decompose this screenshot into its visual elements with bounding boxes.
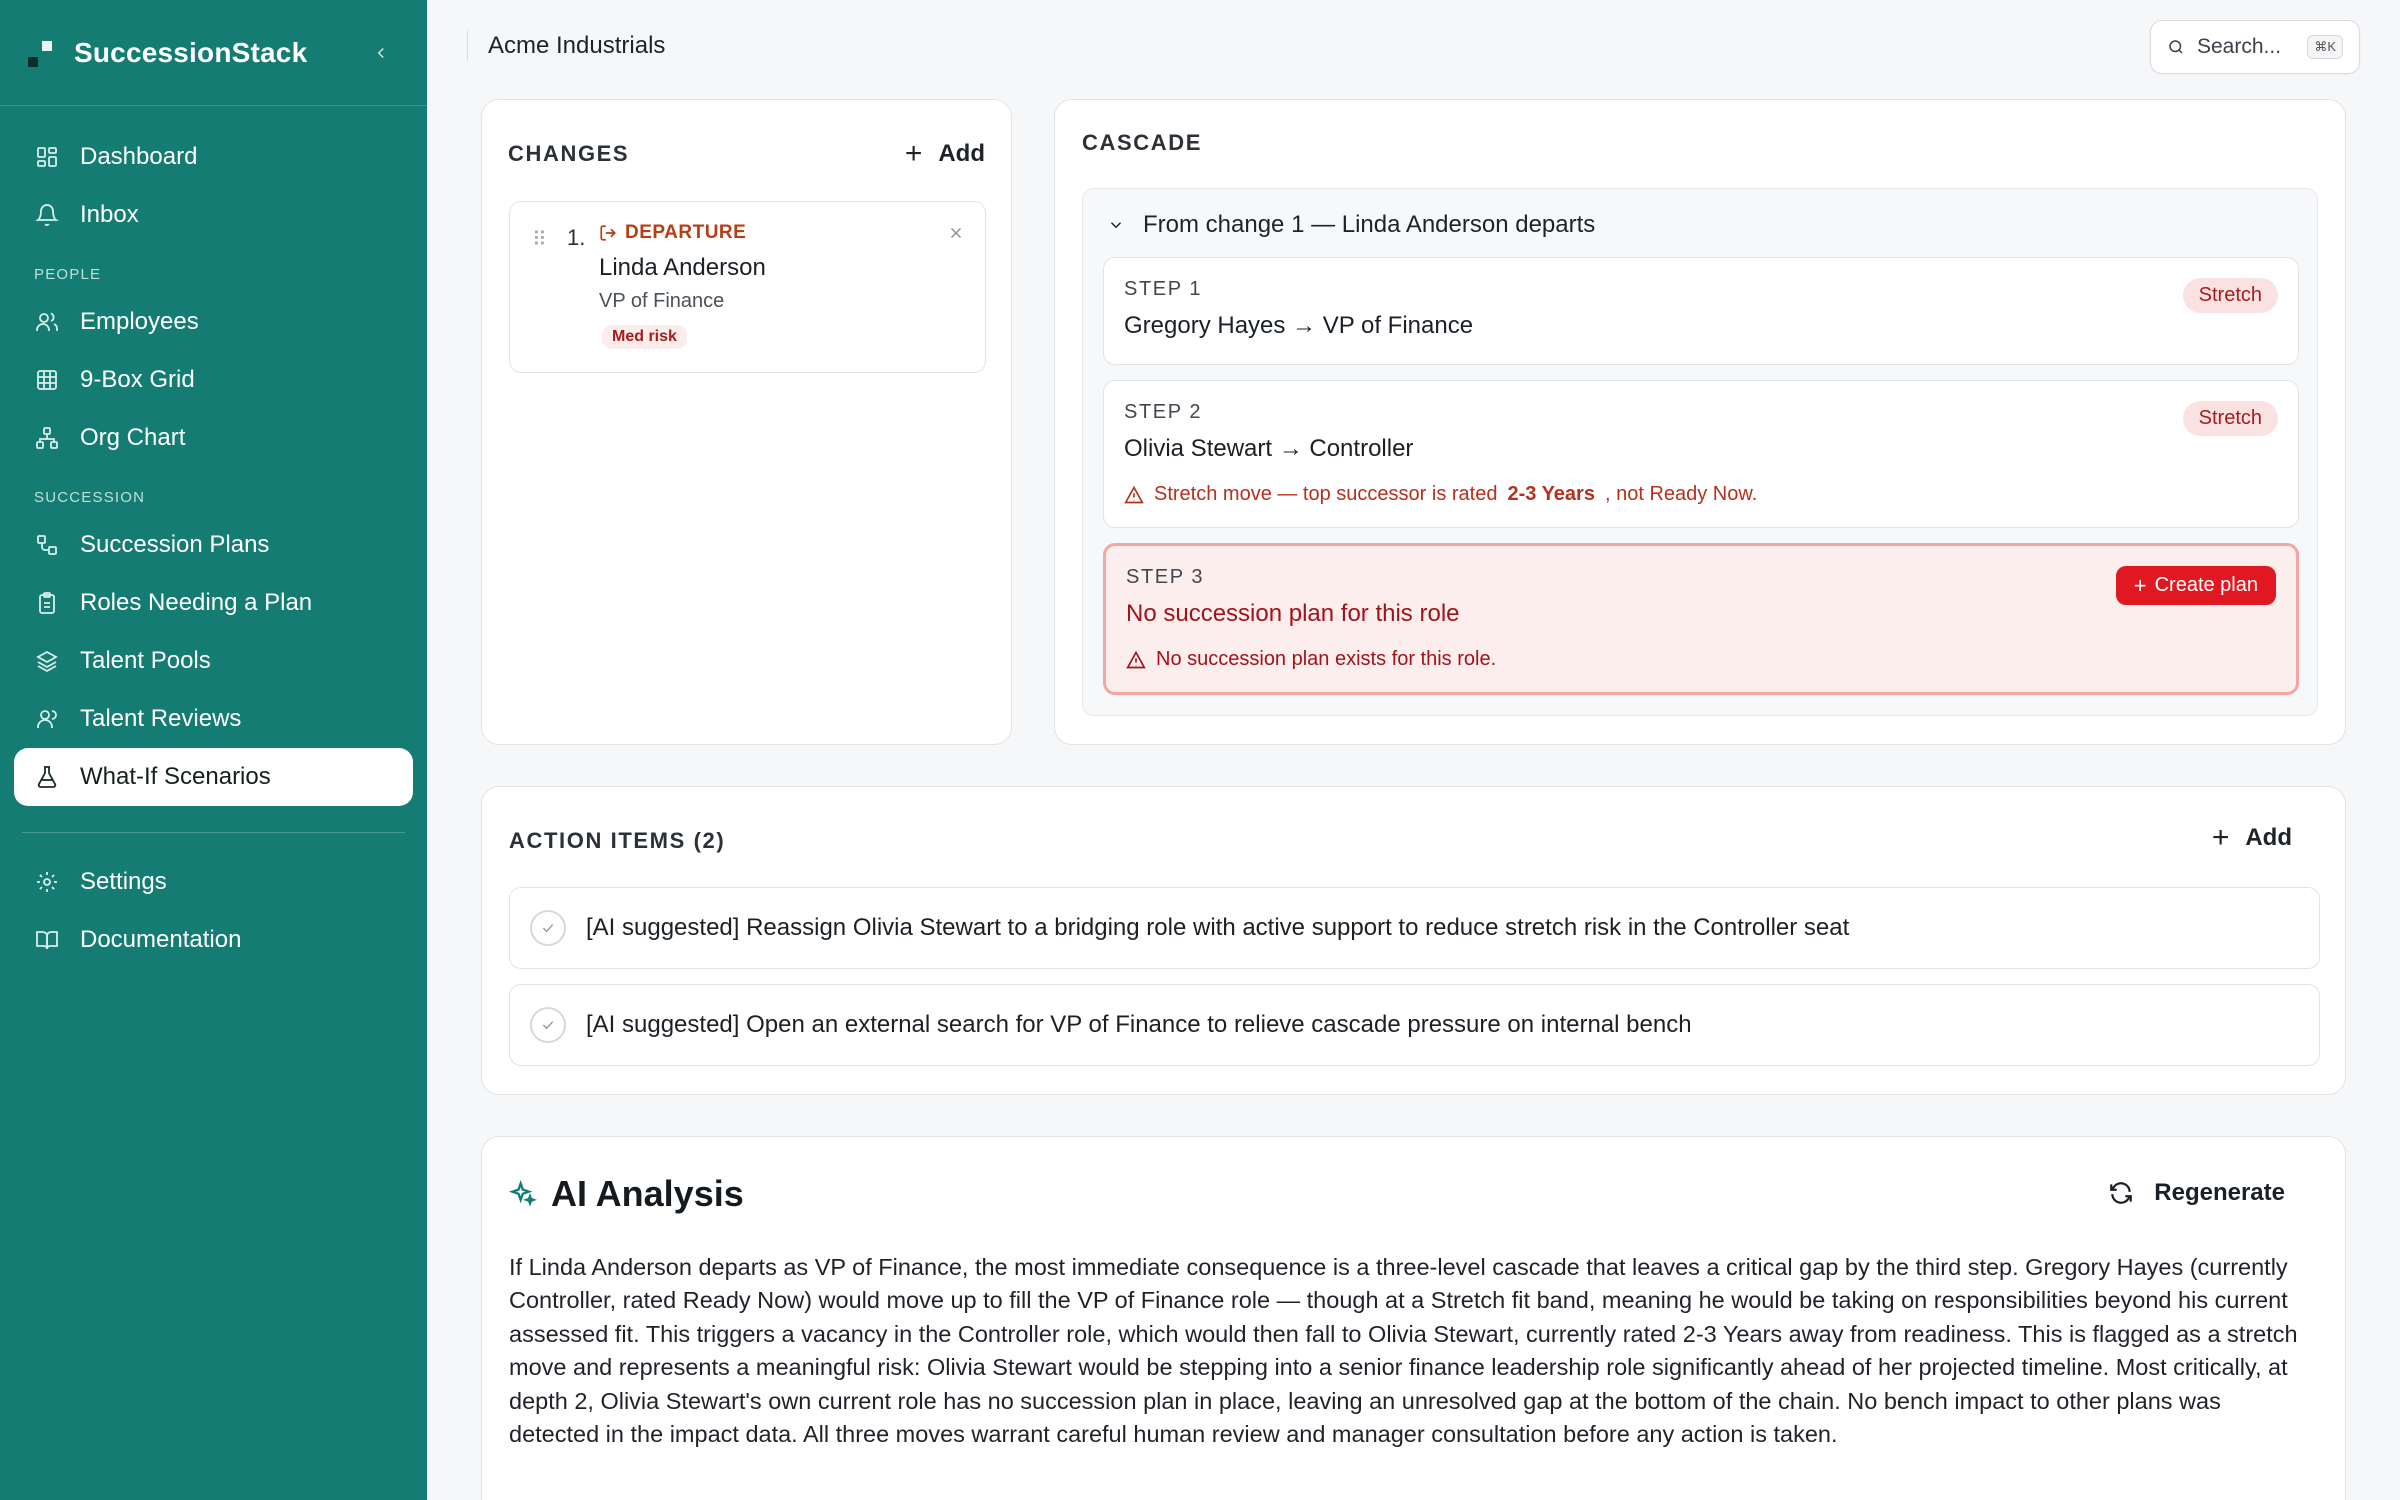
sidebar-item-talent-pools[interactable] — [14, 632, 413, 690]
check-icon — [540, 920, 556, 936]
ai-analysis-text: If Linda Anderson departs as VP of Finance, the most immediate consequence is a three-level cascade that leaves a critical gap by the third step. Gregory Hayes (currently Controller, rated Ready Now) would move up to fill the VP of Finance role — though at a Stretch fit band, meaning he would be taking on responsibilities beyond his current assessed fit. This triggers a vacancy in the Controller role, which would then fall to Olivia Stewart, currently rated 2-3 Years away from readiness. This is flagged as a stretch move and represents a meaningful risk: Olivia Stewart would be stepping into a senior finance leadership role significantly ahead of her projected timeline. Most critically, at depth 2, Olivia Stewart's own current role has no succession plan in place, leaving an unresolved gap at the bottom of the chain. No bench impact to other plans was detected in the impact data. All three moves warrant careful human review and manager consultation before any action is taken. — [509, 1254, 2298, 1448]
sidebar-item-label: Org Chart — [80, 424, 186, 451]
chevron-left-icon — [372, 44, 390, 62]
gear-icon — [34, 869, 60, 895]
changes-panel — [481, 99, 1012, 745]
changes-header — [482, 100, 1011, 208]
brand-name: SuccessionStack — [74, 36, 308, 68]
sidebar-item-what-if-scenarios[interactable] — [14, 748, 413, 806]
sidebar-nav — [0, 106, 427, 991]
top-bar — [427, 0, 2400, 92]
warning-icon — [1126, 650, 1146, 670]
brand-header — [0, 0, 427, 106]
warning-icon — [1124, 485, 1144, 505]
action-item — [509, 984, 2320, 1066]
topbar-divider — [467, 31, 468, 61]
search-shortcut-badge: ⌘K — [2307, 35, 2343, 59]
sidebar-item-9-box-grid[interactable] — [14, 351, 413, 409]
remove-change-button[interactable] — [947, 222, 965, 248]
collapse-sidebar-button[interactable] — [363, 35, 399, 71]
workflow-icon — [34, 532, 60, 558]
section-people-heading: PEOPLE — [34, 266, 102, 283]
sidebar-item-label: Documentation — [80, 926, 242, 953]
complete-checkbox[interactable] — [530, 910, 566, 946]
search-input[interactable] — [2150, 20, 2360, 74]
cascade-step-2 — [1103, 380, 2299, 528]
stretch-badge: Stretch — [2183, 401, 2278, 436]
plus-icon: + — [2211, 821, 2230, 854]
action-item-text: [AI suggested] Reassign Olivia Stewart to a bridging role with active support to reduce stretch risk in the Controller seat — [586, 914, 1850, 941]
sidebar-item-talent-reviews[interactable] — [14, 690, 413, 748]
add-change-label: Add — [938, 140, 985, 167]
action-items-panel — [481, 786, 2346, 1095]
sidebar-item-label: Inbox — [80, 201, 139, 228]
action-item — [509, 887, 2320, 969]
complete-checkbox[interactable] — [530, 1007, 566, 1043]
brand-logo — [28, 39, 56, 67]
sidebar-item-dashboard[interactable] — [14, 128, 413, 186]
change-person-role: VP of Finance — [599, 290, 725, 312]
dashboard-icon — [34, 144, 60, 170]
refresh-icon — [2108, 1180, 2134, 1206]
plus-icon: + — [2133, 572, 2147, 598]
action-item-text: [AI suggested] Open an external search for VP of Finance to relieve cascade pressure on internal bench — [586, 1011, 1692, 1038]
ai-analysis-title: AI Analysis — [551, 1173, 744, 1214]
plus-icon: + — [904, 137, 923, 170]
cascade-group-title: From change 1 — Linda Anderson departs — [1143, 211, 1596, 238]
sidebar-divider — [22, 832, 405, 833]
user-review-icon — [34, 706, 60, 732]
flask-icon — [34, 764, 60, 790]
warning-text: Stretch move — top successor is rated — [1154, 483, 1498, 505]
step-title: Olivia Stewart → Controller — [1124, 435, 1414, 462]
org-chart-icon — [34, 425, 60, 451]
sidebar-item-label: Dashboard — [80, 143, 198, 170]
drag-handle-icon[interactable]: ⠿ — [532, 229, 545, 251]
sidebar-item-label: 9-Box Grid — [80, 366, 195, 393]
check-icon — [540, 1017, 556, 1033]
regenerate-label: Regenerate — [2154, 1179, 2285, 1206]
sidebar-item-label: Succession Plans — [80, 531, 270, 558]
action-items-title: ACTION ITEMS (2) — [509, 828, 726, 853]
change-item[interactable] — [509, 201, 986, 373]
step-label: STEP 2 — [1124, 401, 1203, 423]
sidebar-item-label: Settings — [80, 868, 167, 895]
stretch-badge: Stretch — [2183, 278, 2278, 313]
sidebar-item-succession-plans[interactable] — [14, 516, 413, 574]
add-action-item-button[interactable] — [2212, 823, 2292, 853]
search-icon — [2167, 38, 2185, 56]
cascade-group-toggle[interactable] — [1107, 211, 1595, 239]
grid-icon — [34, 367, 60, 393]
add-change-button[interactable] — [905, 139, 985, 169]
sidebar-item-label: Roles Needing a Plan — [80, 589, 313, 616]
ai-analysis-panel — [481, 1136, 2346, 1500]
step-title: Gregory Hayes → VP of Finance — [1124, 312, 1474, 339]
search-placeholder: Search... — [2197, 35, 2282, 58]
sidebar-item-documentation[interactable] — [14, 911, 413, 969]
clipboard-icon — [34, 590, 60, 616]
change-type-label — [599, 222, 746, 244]
add-action-label: Add — [2245, 824, 2292, 851]
change-number: 1. — [567, 225, 586, 250]
cascade-panel — [1054, 99, 2346, 745]
ai-analysis-header — [509, 1173, 744, 1215]
regenerate-button[interactable] — [2108, 1179, 2285, 1207]
chevron-down-icon — [1107, 216, 1125, 234]
create-plan-label: Create plan — [2154, 574, 2258, 596]
change-person-name: Linda Anderson — [599, 254, 766, 281]
sidebar-item-org-chart[interactable] — [14, 409, 413, 467]
sidebar-item-settings[interactable] — [14, 853, 413, 911]
bell-icon — [34, 202, 60, 228]
sidebar-item-label: Talent Reviews — [80, 705, 242, 732]
warning-emphasis: 2-3 Years — [1507, 483, 1595, 505]
change-type-text: DEPARTURE — [625, 222, 747, 243]
sidebar-item-roles-needing-plan[interactable] — [14, 574, 413, 632]
step-title: No succession plan for this role — [1126, 600, 1460, 627]
organization-name: Acme Industrials — [488, 32, 666, 59]
sidebar-item-label: Employees — [80, 308, 199, 335]
sidebar-item-label: Talent Pools — [80, 647, 211, 674]
warning-text-end: , not Ready Now. — [1604, 483, 1758, 505]
step-label: STEP 1 — [1124, 278, 1203, 300]
cascade-step-1 — [1103, 257, 2299, 365]
logout-icon — [599, 224, 617, 242]
changes-title: CHANGES — [508, 141, 630, 166]
warning-text: No succession plan exists for this role. — [1156, 648, 1497, 670]
risk-badge: Med risk — [602, 325, 687, 349]
sidebar-item-employees[interactable] — [14, 293, 413, 351]
sidebar — [0, 0, 427, 1500]
step-label: STEP 3 — [1126, 566, 1205, 588]
step-warning — [1126, 648, 1496, 671]
sidebar-item-inbox[interactable] — [14, 186, 413, 244]
users-icon — [34, 309, 60, 335]
close-icon — [947, 224, 965, 242]
create-plan-button[interactable] — [2116, 566, 2276, 605]
sidebar-item-label: What-If Scenarios — [80, 763, 271, 790]
layers-icon — [34, 648, 60, 674]
sparkle-icon — [509, 1180, 537, 1208]
cascade-title: CASCADE — [1082, 130, 1202, 155]
book-icon — [34, 927, 60, 953]
cascade-step-3 — [1103, 543, 2299, 695]
section-succession-heading: SUCCESSION — [34, 489, 146, 506]
cascade-group — [1082, 188, 2318, 716]
step-warning — [1124, 483, 1757, 506]
